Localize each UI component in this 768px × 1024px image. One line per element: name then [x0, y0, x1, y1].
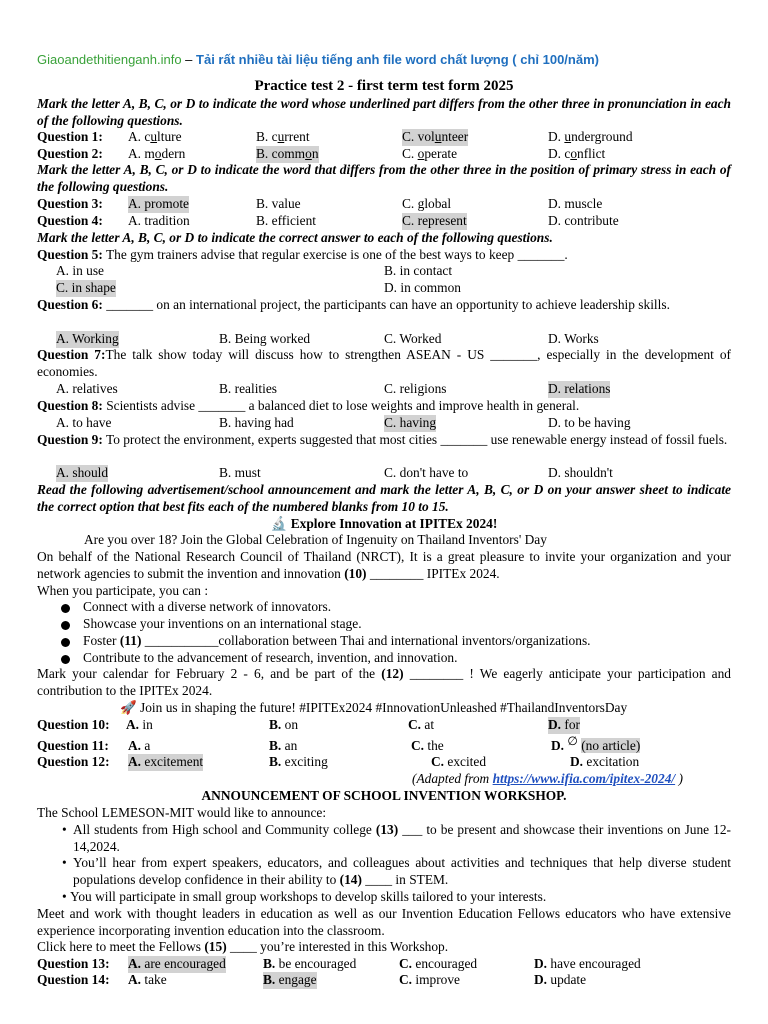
option-c-selected[interactable]: C. volunteer	[402, 129, 469, 144]
option-d[interactable]: D. contribute	[548, 213, 619, 228]
instruction-pronunciation: Mark the letter A, B, C, or D to indicate the word whose underlined part differs from the other three in pronunciation in each of the following questions.	[37, 96, 731, 128]
header-dash: –	[181, 52, 197, 67]
option-b[interactable]: B. in contact	[384, 263, 453, 278]
option-a-selected[interactable]: A. promote	[128, 196, 189, 211]
instruction-correct-answer: Mark the letter A, B, C, or D to indicate the correct answer to each of the following questions.	[37, 230, 553, 245]
option-b[interactable]: B. Being worked	[219, 331, 311, 346]
question-10: Question 10: A. in B. on C. at D. for	[37, 717, 580, 732]
bullet-icon	[61, 638, 70, 647]
option-d[interactable]: D. to be having	[548, 415, 631, 430]
ad-bullet-2: Showcase your inventions on an international stage.	[83, 616, 362, 631]
option-d[interactable]: D. conflict	[548, 146, 606, 161]
option-c[interactable]: C. encouraged	[399, 956, 478, 971]
ad-bullet-4: Contribute to the advancement of research, invention, and innovation.	[83, 650, 458, 665]
ad-bullet-1: Connect with a diverse network of innovators.	[83, 599, 332, 614]
option-b[interactable]: B. must	[219, 465, 261, 480]
question-label: Question 1:	[37, 129, 103, 144]
site-link[interactable]: Giaoandethitienganh.info	[37, 52, 182, 67]
promo-text: Tải rất nhiều tài liệu tiếng anh file word chất lượng ( chỉ 100/năm)	[196, 52, 599, 67]
question-8-text: Question 8: Scientists advise _______ a balanced diet to lose weights and improve health in general.	[37, 398, 580, 413]
announcement-bullet-3: You will participate in small group workshops to develop skills tailored to your interests.	[70, 889, 547, 904]
bullet-icon	[61, 621, 70, 630]
ad-participate: When you participate, you can :	[37, 583, 209, 598]
announcement-intro: The School LEMESON-MIT would like to announce:	[37, 805, 327, 820]
option-d[interactable]: D. muscle	[548, 196, 603, 211]
option-b[interactable]: B. current	[256, 129, 310, 144]
option-a[interactable]: A. to have	[56, 415, 112, 430]
option-b[interactable]: B. realities	[219, 381, 278, 396]
option-c[interactable]: C. global	[402, 196, 452, 211]
option-d[interactable]: D. Works	[548, 331, 599, 346]
option-a[interactable]: A. a	[128, 738, 151, 753]
option-d[interactable]: D. update	[534, 972, 587, 987]
ad-paragraph-2: Mark your calendar for February 2 - 6, and be part of the (12) ________ ! We eagerly anticipate your participation and contribution to the IPITEx 2024.	[37, 666, 731, 698]
ad-bullet-3: Foster (11) ___________collaboration between Thai and international inventors/organizations.	[83, 633, 591, 648]
announcement-bullet-2: You’ll hear from expert speakers, educators, and colleagues about activities and techniques that help diverse student populations develop confidence in their ability to (14) ____ in STEM.	[73, 855, 731, 887]
adapted-source: (Adapted from https://www.ifia.com/ipitex-2024/ )	[412, 771, 683, 786]
option-c[interactable]: C. at	[408, 717, 435, 732]
option-d-selected[interactable]: D. relations	[548, 381, 611, 396]
option-c[interactable]: C. improve	[399, 972, 461, 987]
option-b[interactable]: B. value	[256, 196, 301, 211]
option-a[interactable]: A. in	[126, 717, 153, 732]
question-14: Question 14: A. take B. engage C. improve D. update	[37, 972, 587, 987]
option-c[interactable]: C. religions	[384, 381, 447, 396]
site-header	[37, 52, 599, 69]
ad-intro: Are you over 18? Join the Global Celebration of Ingenuity on Thailand Inventors' Day	[84, 532, 547, 547]
option-d[interactable]: D. underground	[548, 129, 633, 144]
question-1	[37, 129, 731, 146]
ad-paragraph-1: On behalf of the National Research Council of Thailand (NRCT), It is a great pleasure to invite your organization and your network agencies to submit the invention and innovation (10) ________ IPITEx 2024.	[37, 549, 731, 581]
option-d[interactable]: D. ∅ (no article)	[551, 734, 641, 753]
question-label: Question 2:	[37, 146, 103, 161]
option-a[interactable]: A. modern	[128, 146, 186, 161]
question-label: Question 4:	[37, 213, 103, 228]
option-d[interactable]: D. excitation	[570, 754, 640, 769]
option-a-selected[interactable]: A. excitement	[128, 754, 204, 769]
instruction-reading: Read the following advertisement/school announcement and mark the letter A, B, C, or D on your answer sheet to indicate the correct option that best fits each of the numbered blanks from 10 to 15.	[37, 482, 731, 514]
announcement-bullet-1: All students from High school and Community college (13) ___ to be present and showcase their inventions on June 12-14,2024.	[73, 822, 731, 854]
option-a[interactable]: A. relatives	[56, 381, 118, 396]
question-4	[37, 213, 731, 230]
option-a[interactable]: A. in use	[56, 263, 104, 278]
question-3	[37, 196, 731, 213]
option-c-selected[interactable]: C. having	[384, 415, 437, 430]
question-9-text: Question 9: To protect the environment, experts suggested that most cities _______ use renewable energy instead of fossil fuels.	[37, 432, 728, 447]
option-b[interactable]: B. having had	[219, 415, 294, 430]
option-d[interactable]: D. shouldn't	[548, 465, 613, 480]
option-b[interactable]: B. efficient	[256, 213, 316, 228]
question-13: Question 13: A. are encouraged B. be encouraged C. encouraged D. have encouraged	[37, 956, 641, 971]
question-12: Question 12: A. excitement B. exciting C. excited D. excitation	[37, 754, 640, 769]
option-c[interactable]: C. the	[411, 738, 444, 753]
option-a[interactable]: A. culture	[128, 129, 182, 144]
option-b[interactable]: B. be encouraged	[263, 956, 357, 971]
bullet-icon: •	[62, 889, 67, 904]
question-2	[37, 146, 731, 163]
instruction-stress: Mark the letter A, B, C, or D to indicate the word that differs from the other three in the position of primary stress in each of the following questions.	[37, 162, 731, 194]
bullet-icon: •	[62, 855, 67, 870]
ad-heading: 🔬 Explore Innovation at IPITEx 2024!	[270, 516, 498, 531]
option-a-selected[interactable]: A. should	[56, 465, 109, 480]
empty-set-icon: ∅	[567, 734, 578, 748]
question-5-text: Question 5: The gym trainers advise that regular exercise is one of the best ways to keep _______.	[37, 247, 568, 262]
option-c-selected[interactable]: C. represent	[402, 213, 467, 228]
bullet-icon	[61, 655, 70, 664]
announcement-paragraph-2: Meet and work with thought leaders in education as well as our Invention Education Fellows educators who have extensive experience incorporating invention education into the classroom.	[37, 906, 731, 938]
option-b[interactable]: B. exciting	[269, 754, 328, 769]
option-c[interactable]: C. Worked	[384, 331, 442, 346]
option-a-selected[interactable]: A. Working	[56, 331, 119, 346]
option-b[interactable]: B. on	[269, 717, 299, 732]
ad-hashtags: 🚀 Join us in shaping the future! #IPITEx2024 #InnovationUnleashed #ThailandInventorsDay	[120, 700, 628, 715]
option-a[interactable]: A. tradition	[128, 213, 190, 228]
option-b-selected[interactable]: B. common	[256, 146, 319, 161]
option-d[interactable]: D. have encouraged	[534, 956, 641, 971]
option-c[interactable]: C. operate	[402, 146, 458, 161]
option-a[interactable]: A. take	[128, 972, 167, 987]
option-b-selected[interactable]: B. engage	[263, 972, 317, 987]
option-c[interactable]: C. don't have to	[384, 465, 469, 480]
question-7-text: Question 7:The talk show today will discuss how to strengthen ASEAN - US _______, especially in the development of economies.	[37, 347, 731, 379]
option-a-selected[interactable]: A. are encouraged	[128, 956, 226, 971]
option-c-selected[interactable]: C. in shape	[56, 280, 116, 295]
option-d[interactable]: D. in common	[384, 280, 461, 295]
bullet-icon	[61, 604, 70, 613]
announcement-paragraph-3: Click here to meet the Fellows (15) ____ you’re interested in this Workshop.	[37, 939, 449, 954]
bullet-icon: •	[62, 822, 67, 837]
option-c[interactable]: C. excited	[431, 754, 487, 769]
page-title: Practice test 2 - first term test form 2025	[254, 78, 514, 94]
announcement-heading: ANNOUNCEMENT OF SCHOOL INVENTION WORKSHOP.	[201, 788, 567, 803]
question-6-text: Question 6: _______ on an international project, the participants can have an opportunity to achieve leadership skills.	[37, 297, 670, 312]
question-label: Question 3:	[37, 196, 103, 211]
option-b[interactable]: B. an	[269, 738, 298, 753]
source-link[interactable]: https://www.ifia.com/ipitex-2024/	[492, 771, 676, 786]
question-11: Question 11: A. a B. an C. the D. ∅ (no article)	[37, 734, 641, 753]
option-d-selected[interactable]: D. for	[548, 717, 580, 732]
